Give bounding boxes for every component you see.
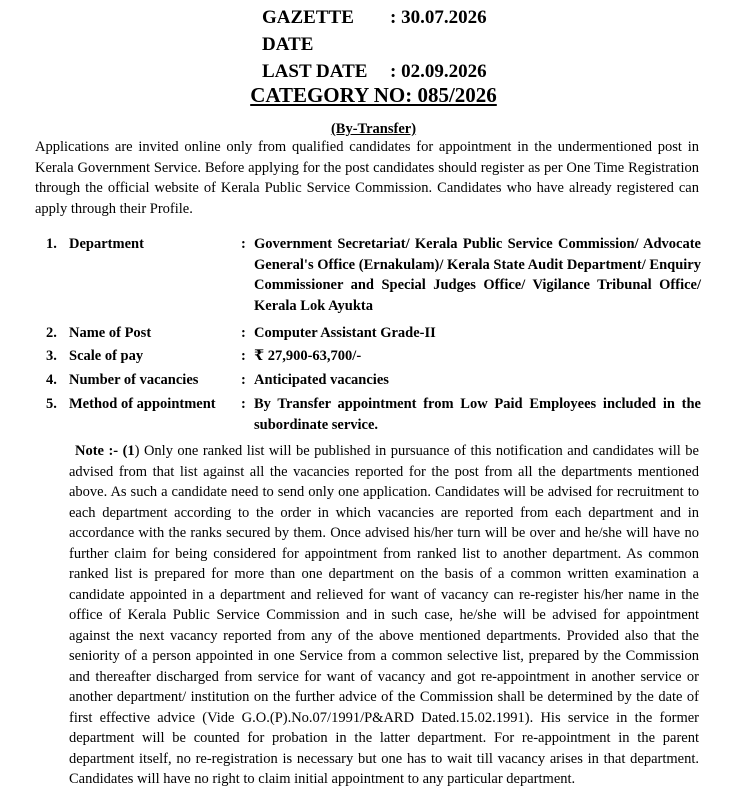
note-label: Note :- (1	[75, 443, 135, 459]
last-date-row	[262, 58, 487, 85]
item-colon: :	[241, 396, 246, 412]
list-item-department	[46, 234, 701, 316]
item-colon: :	[241, 348, 246, 364]
item-label: Department	[69, 236, 144, 252]
item-colon: :	[241, 325, 246, 341]
list-item-post-name	[46, 323, 701, 344]
recruitment-mode: (By-Transfer)	[330, 121, 417, 137]
category-number: CATEGORY NO: 085/2026	[250, 83, 497, 107]
item-number: 3.	[46, 348, 57, 364]
last-date-value: : 02.09.2026	[390, 61, 487, 82]
intro-paragraph: Applications are invited online only from qualified candidates for appointment in the undermentioned post in Kerala Government Service. Before applying for the post candidates should register as per One Time Registration through the official website of Kerala Public Service Commission. Candidates who have already registered can apply through their Profile.	[35, 139, 699, 217]
item-label: Number of vacancies	[69, 372, 199, 388]
dates-block	[262, 4, 487, 85]
item-label: Scale of pay	[69, 348, 144, 364]
list-item-scale-of-pay	[46, 346, 701, 367]
gazette-date-value: : 30.07.2026	[390, 7, 487, 28]
item-number: 2.	[46, 325, 57, 341]
note-paragraph	[69, 441, 699, 790]
item-label: Name of Post	[69, 325, 152, 341]
gazette-date-row	[262, 4, 487, 58]
item-value: Anticipated vacancies	[254, 372, 389, 388]
item-value: ₹ 27,900-63,700/-	[254, 348, 362, 364]
item-number: 5.	[46, 396, 57, 412]
last-date-label: LAST DATE	[262, 61, 368, 82]
item-label: Method of appointment	[69, 396, 216, 412]
item-number: 1.	[46, 236, 57, 252]
list-item-method	[46, 394, 701, 435]
item-colon: :	[241, 236, 246, 252]
item-number: 4.	[46, 372, 57, 388]
item-value: Computer Assistant Grade-II	[254, 325, 436, 341]
item-colon: :	[241, 372, 246, 388]
item-value: Government Secretariat/ Kerala Public Service Commission/ Advocate General's Office (Ernakulam)/ Kerala State Audit Department/ Enquiry Commissioner and Special Judges Office/ Vigilance Tribunal Office/ Kerala Lok Ayukta	[254, 236, 701, 314]
item-value: By Transfer appointment from Low Paid Employees included in the subordinate service.	[254, 396, 701, 433]
gazette-date-label: GAZETTE DATE	[262, 7, 354, 55]
note-text: ) Only one ranked list will be published in pursuance of this notification and candidates will be advised from that list against all the vacancies reported for the post from all the departments mentioned above. As such a candidate need to send only one application. Candidates will be advised for recruitment to each department according to the order in which vacancies are reported from each department and in accordance with the ranks secured by them. Once advised his/her turn will be over and he/she will have no further claim for being considered for appointment from ranked list to another department. As common ranked list is prepared for more than one department on the basis of a common written examination a candidate appointed in a department and relieved for want of vacancy can re-register his/her name in the office of Kerala Public Service Commission and in such case, he/she will be advised for appointment against the next vacancy reported from any of the above mentioned departments. Provided also that the seniority of a person appointed in one Service from a common selective list, prepared by the Commission and thereafter discharged from service for want of vacancy and got re-appointment in another service or another department/ institution on the further advice of the Commission shall be determined by the date of first effective advice (Vide G.O.(P).No.07/1991/P&ARD Dated.15.02.1991). His service in the former department will be counted for probation in the latter department. For re-appointment in the parent department itself, no re-registration is necessary but one has to wait till vacancy arises in that department. Candidates will have no right to claim initial appointment to any particular department.	[69, 443, 699, 787]
list-item-vacancies	[46, 370, 701, 391]
